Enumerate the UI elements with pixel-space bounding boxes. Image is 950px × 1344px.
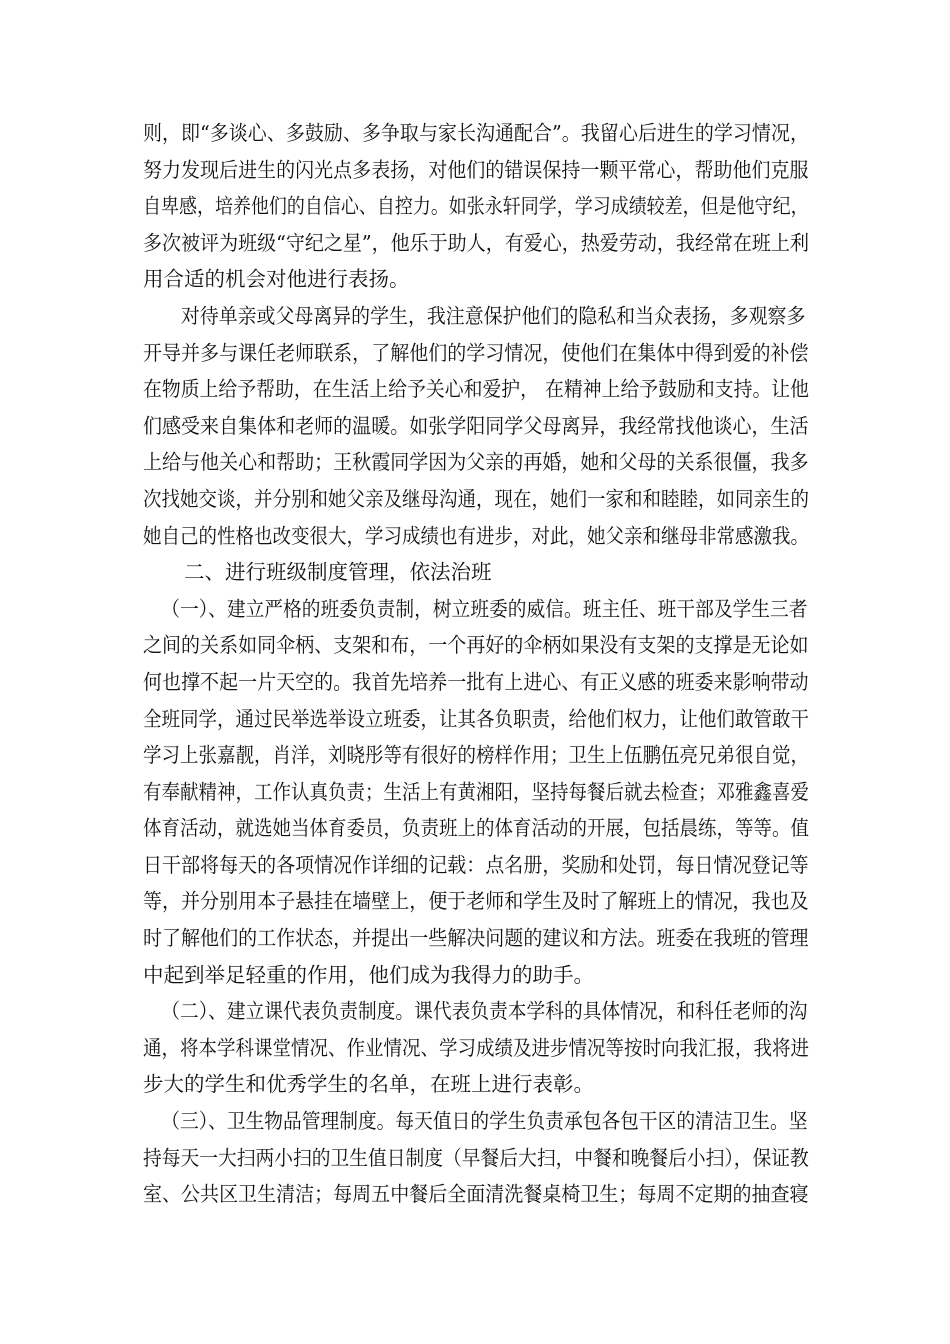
- text-line: 次找她交谈，并分别和她父亲及继母沟通，现在，她们一家和和睦睦，如同亲生的: [143, 486, 809, 511]
- text-line: 开导并多与课任老师联系，了解他们的学习情况，使他们在集体中得到爱的补偿: [143, 340, 809, 365]
- text-line: 二、进行班级制度管理，依法治班: [184, 560, 492, 585]
- text-line: 她自己的性格也改变很大，学习成绩也有进步，对此，她父亲和继母非常感激我。: [143, 523, 809, 548]
- text-line: 对待单亲或父母离异的学生，我注意保护他们的隐私和当众表扬，多观察多: [180, 303, 806, 328]
- text-line: 上给与他关心和帮助；王秋霞同学因为父亲的再婚，她和父母的关系很僵，我多: [143, 450, 809, 475]
- text-line: 则，即“多谈心、多鼓励、多争取与家长沟通配合”。我留心后进生的学习情况，: [143, 121, 809, 145]
- text-line: （一）、建立严格的班委负责制，树立班委的威信。班主任、班干部及学生三者: [161, 596, 808, 621]
- text-line: 何也撑不起一片天空的。我首先培养一批有上进心、有正义感的班委来影响带动: [143, 669, 809, 694]
- text-line: 时了解他们的工作状态，并提出一些解决问题的建议和方法。班委在我班的管理: [143, 926, 809, 951]
- text-line: 通，将本学科课堂情况、作业情况、学习成绩及进步情况等按时向我汇报，我将进: [143, 1035, 809, 1060]
- text-line: 多次被评为班级“守纪之星”，他乐于助人，有爱心，热爱劳动，我经常在班上利: [143, 230, 809, 255]
- text-line: 们感受来自集体和老师的温暖。如张学阳同学父母离异，我经常找他谈心，生活: [143, 413, 809, 438]
- text-line: 步大的学生和优秀学生的名单，在班上进行表彰。: [143, 1072, 594, 1097]
- text-line: 等，并分别用本子悬挂在墙壁上，便于老师和学生及时了解班上的情况，我也及: [143, 889, 809, 914]
- text-line: （二）、建立课代表负责制度。课代表负责本学科的具体情况，和科任老师的沟: [161, 999, 808, 1024]
- text-line: 室、公共区卫生清洁；每周五中餐后全面清洗餐桌椅卫生；每周不定期的抽查寝: [143, 1182, 809, 1207]
- text-line: 体育活动，就选她当体育委员，负责班上的体育活动的开展，包括晨练，等等。值: [143, 816, 809, 841]
- text-line: （三）、卫生物品管理制度。每天值日的学生负责承包各包干区的清洁卫生。坚: [161, 1109, 808, 1134]
- text-line: 有奉献精神，工作认真负责；生活上有黄湘阳，坚持每餐后就去检查；邓雅鑫喜爱: [143, 779, 809, 804]
- document-body: [143, 115, 809, 1213]
- text-line: 努力发现后进生的闪光点多表扬，对他们的错误保持一颗平常心，帮助他们克服: [143, 157, 809, 182]
- text-line: 持每天一大扫两小扫的卫生值日制度（早餐后大扫，中餐和晚餐后小扫），保证教: [143, 1145, 809, 1170]
- text-line: 日干部将每天的各项情况作详细的记载：点名册，奖励和处罚，每日情况登记等: [143, 852, 809, 877]
- text-line: 自卑感，培养他们的自信心、自控力。如张永轩同学，学习成绩较差，但是他守纪，: [143, 194, 809, 219]
- text-line: 中起到举足轻重的作用，他们成为我得力的助手。: [143, 962, 594, 987]
- text-line: 学习上张嘉靓，肖洋，刘晓彤等有很好的榜样作用；卫生上伍鹏伍亮兄弟很自觉，: [143, 743, 809, 768]
- text-line: 全班同学，通过民举选举设立班委，让其各负职责，给他们权力，让他们敢管敢干: [143, 706, 809, 731]
- text-line: 之间的关系如同伞柄、支架和布，一个再好的伞柄如果没有支架的支撑是无论如: [143, 633, 809, 658]
- text-line: 用合适的机会对他进行表扬。: [143, 267, 410, 292]
- text-line: 在物质上给予帮助，在生活上给予关心和爱护， 在精神上给予鼓励和支持。让他: [143, 377, 810, 402]
